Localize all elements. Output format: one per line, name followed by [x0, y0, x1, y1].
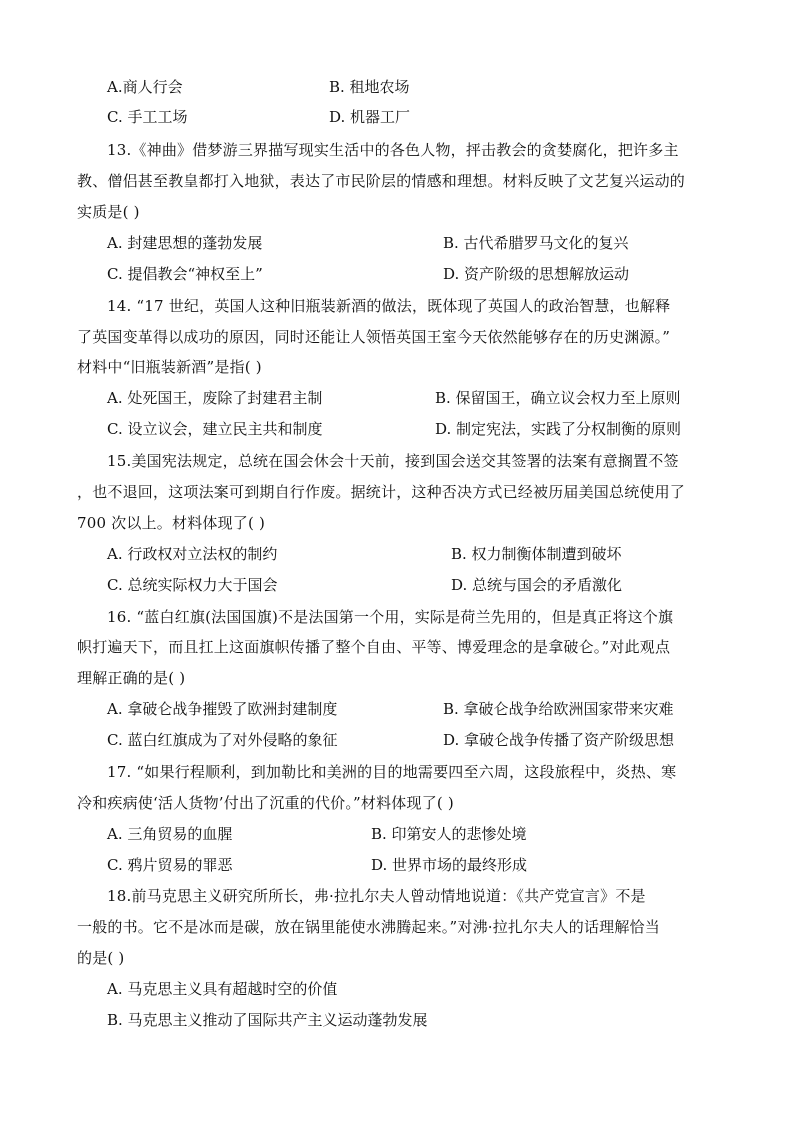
q16-option-d: D. 拿破仑战争传播了资产阶级思想: [443, 731, 675, 749]
q13-option-b: B. 古代希腊罗马文化的复兴: [443, 234, 629, 252]
q17-option-a: A. 三角贸易的血腥: [107, 825, 233, 843]
q18-stem-line: 一般的书。它不是冰而是碳，放在锅里能使水沸腾起来。”对沸·拉扎尔夫人的话理解恰当: [77, 918, 660, 936]
q15-stem-line: 15.美国宪法规定，总统在国会休会十天前，接到国会送交其签署的法案有意搁置不签: [107, 452, 679, 470]
q12-option-d: D. 机器工厂: [329, 108, 411, 126]
q14-option-d: D. 制定宪法，实践了分权制衡的原则: [435, 420, 682, 438]
q16-stem-line: 16. “蓝白红旗(法国国旗)不是法国第一个用，实际是荷兰先用的，但是真正将这个旗: [107, 608, 674, 626]
q17-stem-line: 17. “如果行程顺利，到加勒比和美洲的目的地需要四至六周，这段旅程中，炎热、寒: [107, 763, 677, 781]
q12-option-a: A.商人行会: [107, 78, 183, 96]
q15-option-d: D. 总统与国会的矛盾激化: [451, 576, 623, 594]
q14-option-b: B. 保留国王，确立议会权力至上原则: [435, 389, 681, 407]
q15-option-b: B. 权力制衡体制遭到破坏: [451, 545, 622, 563]
q14-stem-line: 14. “17 世纪，英国人这种旧瓶装新酒的做法，既体现了英国人的政治智慧，也解释: [107, 297, 671, 315]
q14-stem-line: 了英国变革得以成功的原因，同时还能让人领悟英国王室今天依然能够存在的历史渊源。”: [77, 328, 671, 346]
q16-stem-line: 理解正确的是( ): [77, 669, 186, 687]
q15-option-a: A. 行政权对立法权的制约: [107, 545, 278, 563]
q17-stem-line: 冷和疾病使‘活人货物’付出了沉重的代价。”材料体现了( ): [77, 794, 454, 812]
q15-option-c: C. 总统实际权力大于国会: [107, 576, 278, 594]
q17-option-c: C. 鸦片贸易的罪恶: [107, 856, 233, 874]
q13-option-d: D. 资产阶级的思想解放运动: [443, 265, 630, 283]
q15-stem-line: 700 次以上。材料体现了( ): [77, 514, 266, 532]
q13-stem-line: 实质是( ): [77, 203, 140, 221]
q14-option-c: C. 设立议会，建立民主共和制度: [107, 420, 323, 438]
q18-option-b: B. 马克思主义推动了国际共产主义运动蓬勃发展: [107, 1011, 428, 1029]
q13-option-a: A. 封建思想的蓬勃发展: [107, 234, 263, 252]
q17-option-b: B. 印第安人的悲惨处境: [371, 825, 527, 843]
q12-option-c: C. 手工工场: [107, 108, 188, 126]
q18-option-a: A. 马克思主义具有超越时空的价值: [107, 980, 338, 998]
q15-stem-line: ，也不退回，这项法案可到期自行作废。据统计，这种否决方式已经被历届美国总统使用了: [77, 483, 686, 501]
q18-stem-line: 18.前马克思主义研究所所长，弗·拉扎尔夫人曾动情地说道：《共产党宣言》不是: [107, 887, 646, 905]
q13-stem-line: 13.《神曲》借梦游三界描写现实生活中的各色人物，抨击教会的贪婪腐化，把许多主: [107, 141, 679, 159]
q13-option-c: C. 提倡教会“神权至上”: [107, 265, 263, 283]
q14-stem-line: 材料中“旧瓶装新酒”是指( ): [77, 358, 262, 376]
q17-option-d: D. 世界市场的最终形成: [371, 856, 528, 874]
q12-option-b: B. 租地农场: [329, 78, 410, 96]
q16-option-c: C. 蓝白红旗成为了对外侵略的象征: [107, 731, 338, 749]
q18-stem-line: 的是( ): [77, 949, 125, 967]
q16-option-a: A. 拿破仑战争摧毁了欧洲封建制度: [107, 700, 338, 718]
q16-stem-line: 帜打遍天下，而且扛上这面旗帜传播了整个自由、平等、博爱理念的是拿破仑。”对此观点: [77, 638, 671, 656]
q14-option-a: A. 处死国王，废除了封建君主制: [107, 389, 323, 407]
q16-option-b: B. 拿破仑战争给欧洲国家带来灾难: [443, 700, 674, 718]
q13-stem-line: 教、僧侣甚至教皇都打入地狱，表达了市民阶层的情感和理想。材料反映了文艺复兴运动的: [77, 172, 686, 190]
